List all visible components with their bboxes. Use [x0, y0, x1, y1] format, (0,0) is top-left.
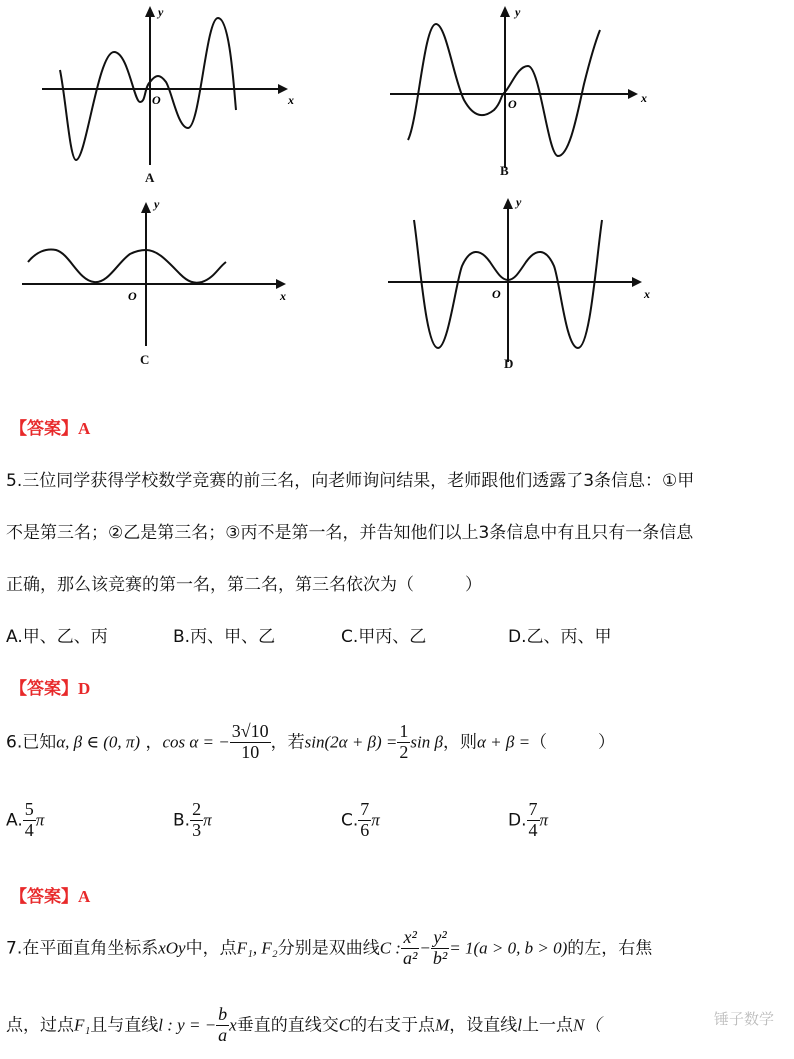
answer-tag: 【答案】: [10, 887, 78, 907]
q6-stem: 6.已知α, β ∈ (0, π) ，cos α = − $\frac{3√10}{10}$ ，若sin(2α + β) = $\frac{1}{2}$ sin β，则α + β =（ ）: [6, 721, 616, 762]
graph-b-origin-label: O: [508, 97, 517, 111]
q6-paren: （ ）: [530, 732, 616, 753]
q6-option-b: B. $\frac{2}{3}$ π: [173, 799, 212, 840]
graph-b: [388, 0, 658, 190]
graph-c-x-label: x: [280, 289, 286, 303]
q7-line-1: 7.在平面直角坐标系xOy中，点F₁, F₂分别是双曲线C : $\frac{\text{x²}}{\text{a²}}$ − $\frac{\text{y²}}{\text{b²}}$ = 1(a > 0, b > 0)的左，右焦: [6, 927, 653, 968]
graph-d-x-label: x: [644, 287, 650, 301]
q6-option-a: A. $\frac{5}{4}$ π: [6, 799, 45, 840]
q6-condition: α, β ∈ (0, π): [56, 732, 141, 752]
graph-c: [18, 196, 308, 366]
q6-ask: α + β =: [476, 732, 531, 752]
q6-prefix: 6.已知: [6, 732, 57, 753]
q5-option-c: C.甲丙、乙: [341, 627, 427, 647]
q5-line-2: 不是第三名；②乙是第三名；③丙不是第一名，并告知他们以上3条信息中有且只有一条信息: [6, 523, 694, 543]
graph-c-origin-label: O: [128, 289, 137, 303]
graph-b-x-label: x: [641, 91, 647, 105]
graph-d-caption: D: [504, 356, 514, 371]
answer-value: D: [78, 679, 91, 698]
q5-option-a: A.甲、乙、丙: [6, 627, 108, 647]
answer-q6: [10, 882, 90, 907]
q5-line-3: 正确，那么该竞赛的第一名，第二名，第三名依次为（ ）: [6, 575, 482, 595]
q5-line-1: 5.三位同学获得学校数学竞赛的前三名，向老师询问结果，老师跟他们透露了3条信息：①甲: [6, 471, 695, 491]
answer-tag: 【答案】: [10, 419, 78, 439]
graph-a-x-label: x: [288, 93, 294, 107]
q6-sin-lhs: sin(2α + β) =: [304, 732, 398, 752]
graph-b-y-label: y: [515, 5, 521, 19]
graph-d-origin-label: O: [492, 287, 501, 301]
graph-c-caption: C: [140, 352, 150, 367]
answer-tag: 【答案】: [10, 679, 78, 699]
graph-d-y-label: y: [516, 195, 522, 209]
q6-sin-rhs: sin β: [410, 732, 443, 752]
q6-option-d: D. $\frac{7}{4}$ π: [508, 799, 549, 840]
graph-a-caption: A: [145, 170, 155, 185]
watermark: 锤子数学: [713, 1010, 774, 1028]
answer-q5: [10, 674, 90, 699]
q6-sin-fraction: $\frac{1}{2}$: [399, 721, 409, 762]
answer-value: A: [78, 419, 91, 438]
graph-b-caption: B: [500, 163, 509, 178]
answer-q4: [10, 414, 90, 439]
q7-line-2: 点，过点F₁且与直线l : y = − $\frac{b}{a}$ x垂直的直线交C的右支于点M，设直线l上一点N（: [6, 1004, 602, 1045]
graph-a: [38, 0, 308, 190]
q5-option-d: D.乙、丙、甲: [508, 627, 612, 647]
graph-c-y-label: y: [154, 197, 160, 211]
answer-value: A: [78, 887, 91, 906]
q6-cos-lhs: cos α = −: [162, 732, 230, 752]
graph-a-y-label: y: [158, 5, 164, 19]
q6-tail: ，则: [442, 732, 477, 753]
q5-option-b: B.丙、甲、乙: [173, 627, 276, 647]
q6-mid: ，若: [270, 732, 305, 753]
graph-d: [386, 192, 666, 372]
q6-cos-fraction: $\frac{3√10}{10}$: [231, 721, 269, 762]
graph-a-origin-label: O: [152, 93, 161, 107]
q6-option-c: C. $\frac{7}{6}$ π: [341, 799, 380, 840]
